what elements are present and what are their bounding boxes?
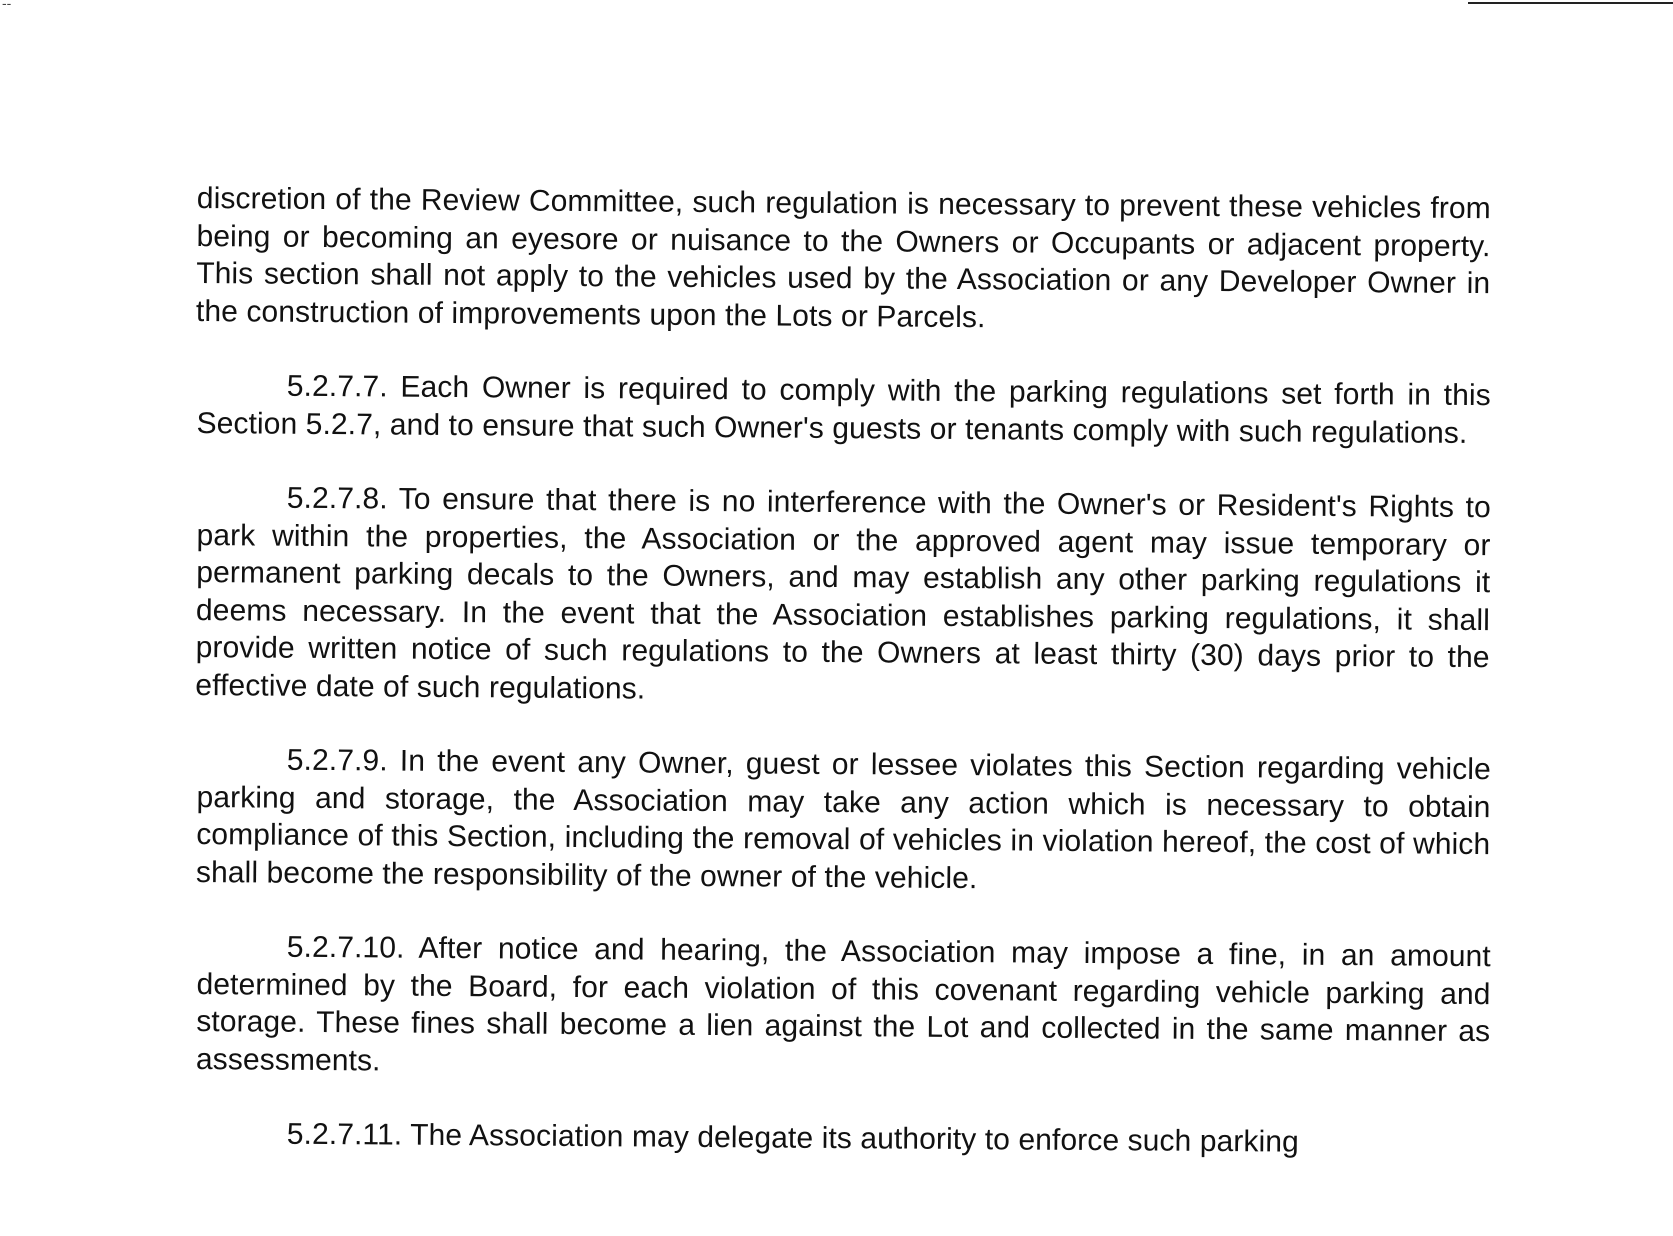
header-rule [1468, 2, 1673, 4]
paragraph-5-2-7-9: 5.2.7.9. In the event any Owner, guest or lessee violates this Section regarding vehicle parking and storage, the Association may take any action which is necessary to obtain compliance of this Section, including the removal of vehicles in violation hereof, the cost of which shall become the responsibility of the owner of the vehicle. [195, 743, 1491, 895]
paragraph-continuation: discretion of the Review Committee, such regulation is necessary to prevent these vehicles from being or becoming an eyesore or nuisance to the Owners or Occupants or adjacent property. This section shall not apply to the vehicles used by the Association or any Developer Owner in the construction of improvements upon the Lots or Parcels. [195, 181, 1491, 334]
paragraph-5-2-7-11: 5.2.7.11. The Association may delegate its authority to enforce such parking [286, 1117, 1300, 1159]
paragraph-5-2-7-7: 5.2.7.7. Each Owner is required to comply with the parking regulations set forth in this Section 5.2.7, and to ensure that such Owner's guests or tenants comply with such regulations. [196, 369, 1491, 450]
paragraph-5-2-7-8: 5.2.7.8. To ensure that there is no interference with the Owner's or Resident's Rights to park within the properties, the Association or the approved agent may issue temporary or permanent parking decals to the Owners, and may establish any other parking regulations it deems necessary. In the event that the Association establishes parking regulations, it shall provide written notice of such regulations to the Owners at least thirty (30) days prior to the effective date of such regulations. [195, 481, 1491, 706]
corner-mark: -- [2, 0, 12, 11]
paragraph-5-2-7-10: 5.2.7.10. After notice and hearing, the Association may impose a fine, in an amount determined by the Board, for each violation of this covenant regarding vehicle parking and storage. These fines shall become a lien against the Lot and collected in the same manner as assessments. [195, 930, 1491, 1077]
document-body [195, 180, 1491, 1159]
